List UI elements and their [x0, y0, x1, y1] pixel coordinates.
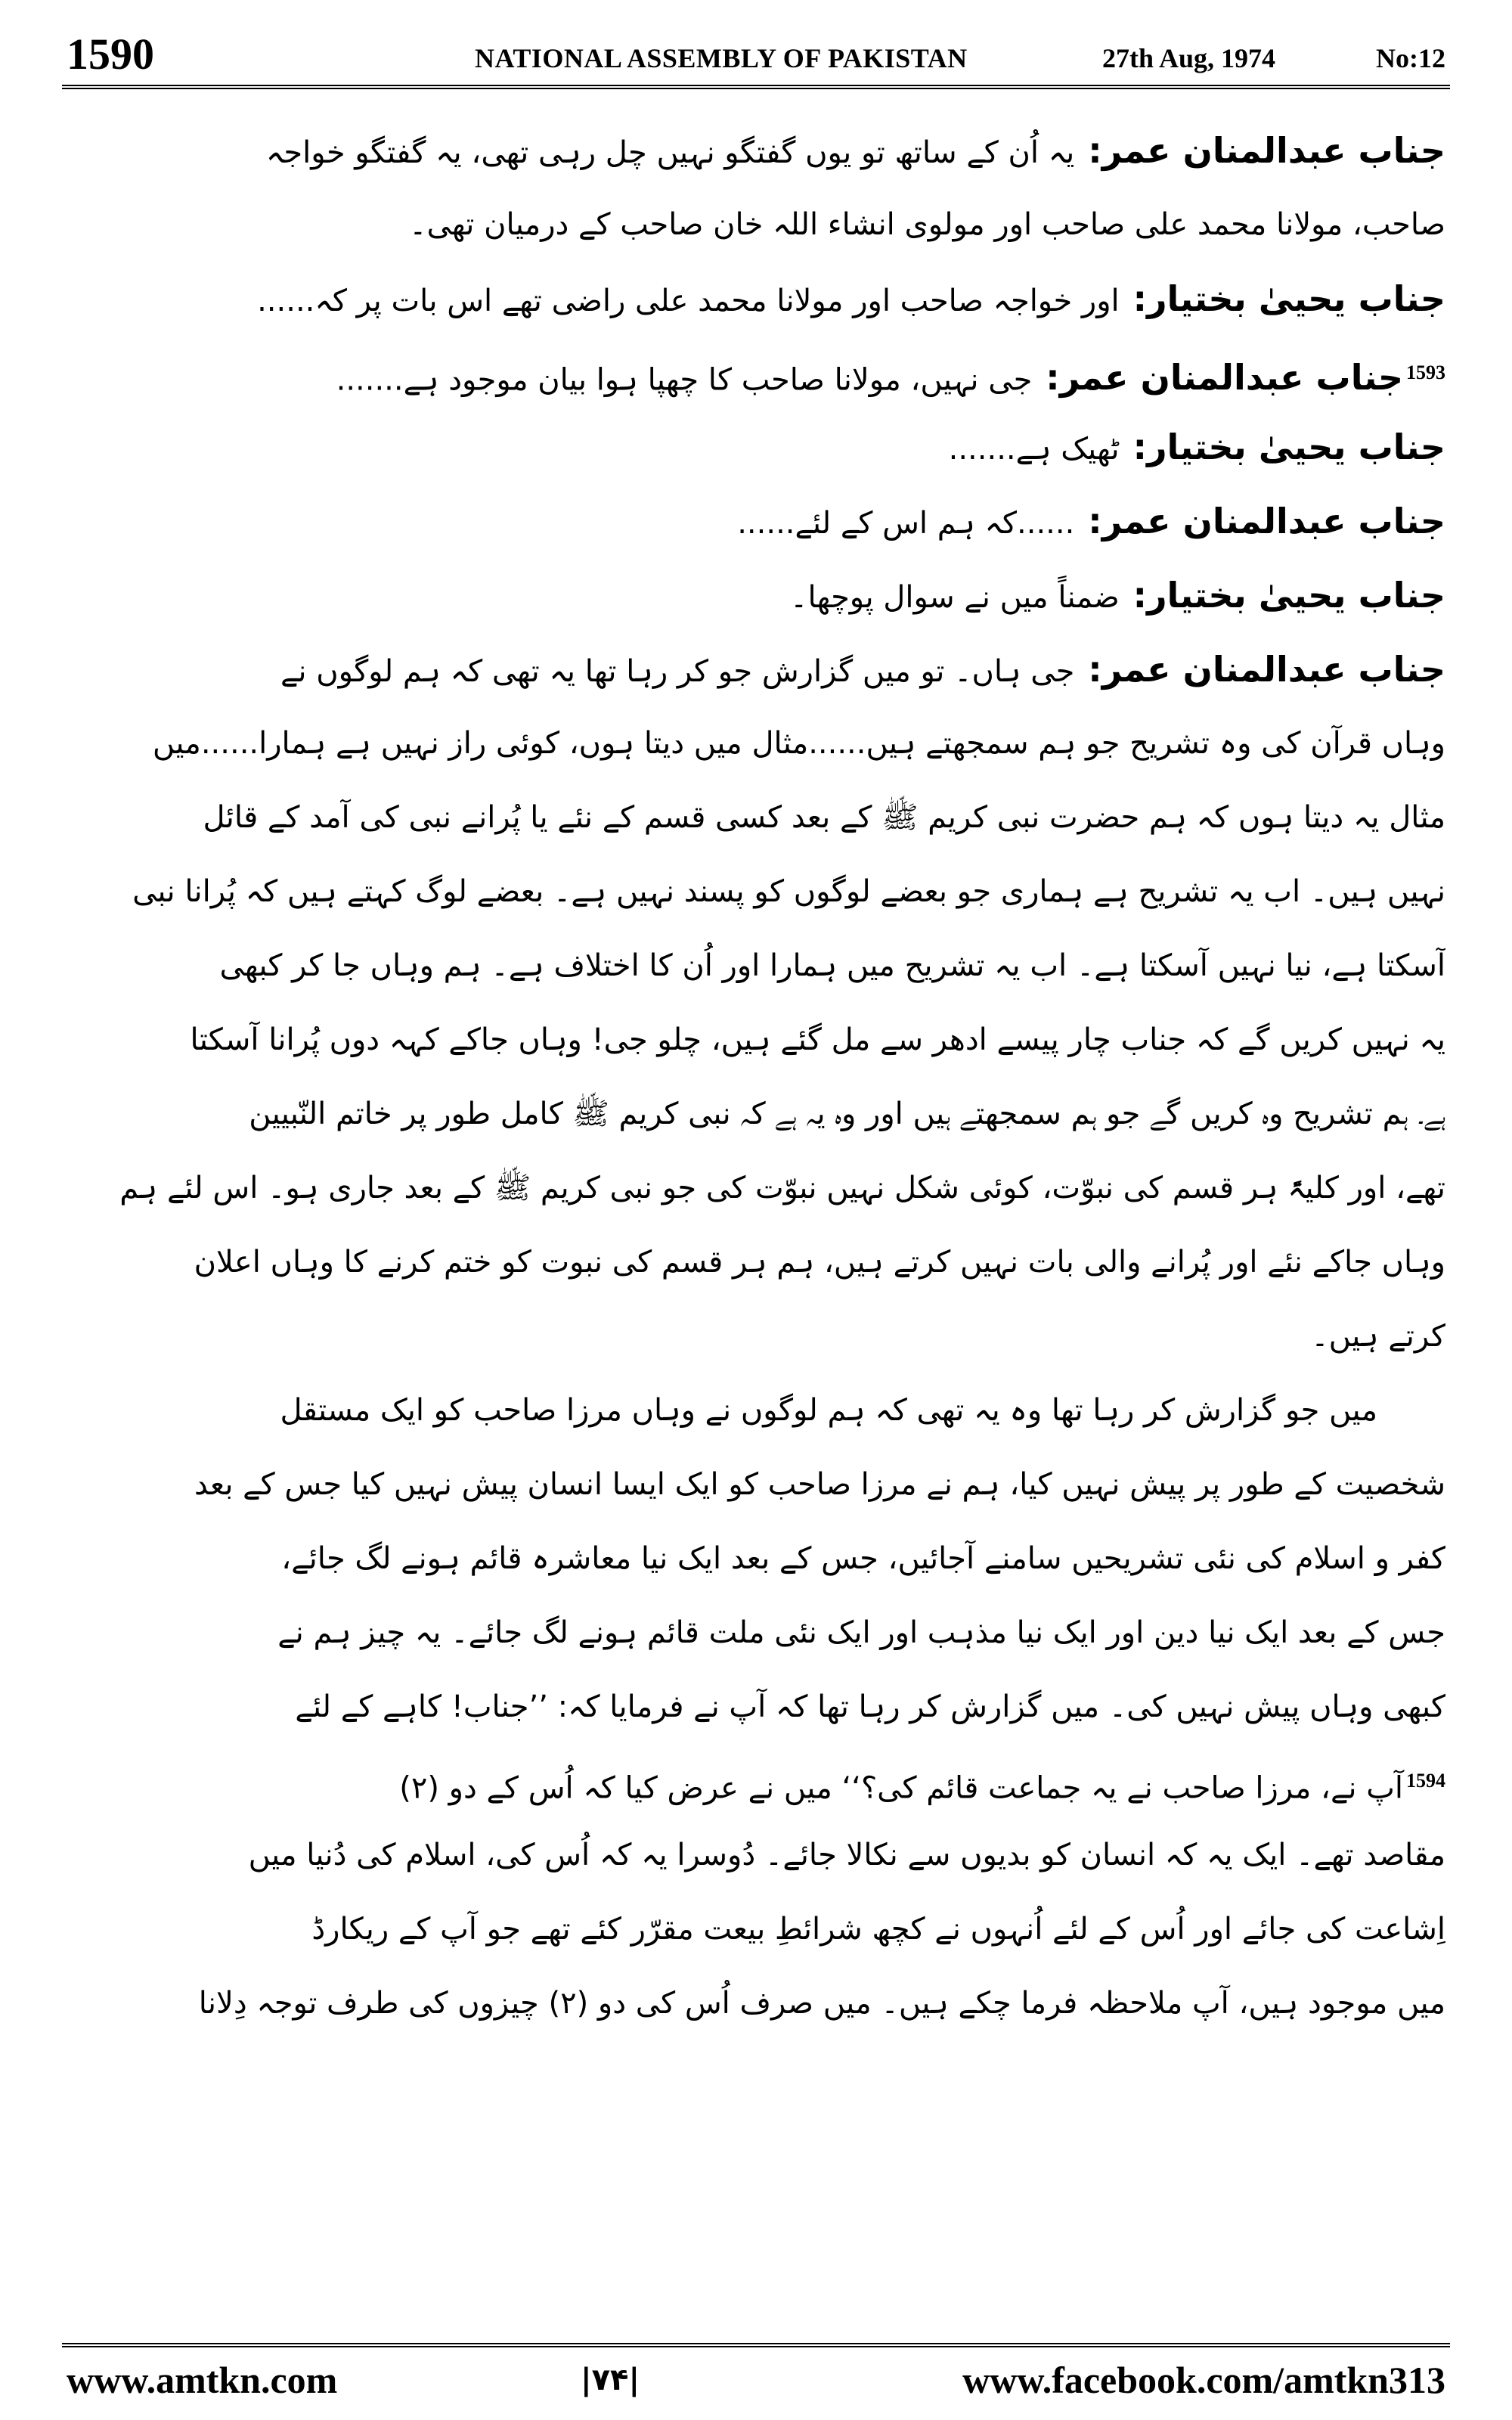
transcript-line [67, 1003, 1445, 1077]
page-number: 1590 [67, 29, 154, 79]
speech-text: آپ نے، مرزا صاحب نے یہ جماعت قائم کی؟‘‘ میں نے عرض کیا کہ اُس کے دو (۲) [399, 1770, 1403, 1806]
transcript-body [67, 113, 1445, 2040]
transcript-line [67, 632, 1445, 706]
speech-text: ضمناً میں نے سوال پوچھا۔ [790, 580, 1120, 615]
page-footer [67, 2353, 1445, 2406]
transcript-line [67, 188, 1445, 262]
speech-text: یہ نہیں کریں گے کہ جناب چار پیسے ادھر سے مل گئے ہیں، چلو جی! وہاں جاکے کہہ دوں پُرانا آسکتا [190, 1022, 1445, 1057]
speech-text: کفر و اسلام کی نئی تشریحیں سامنے آجائیں، جس کے بعد ایک نیا معاشرہ قائم ہونے لگ جائے، [281, 1541, 1445, 1576]
transcript-line [67, 1077, 1445, 1151]
speech-text: وہاں قرآن کی وہ تشریح جو ہم سمجھتے ہیں......مثال میں دیتا ہوں، کوئی راز نہیں ہے ہمارا......میں [152, 726, 1445, 761]
transcript-line [67, 262, 1445, 336]
speech-text: ہے۔ ہم تشریح وہ کریں گے جو ہم سمجھتے ہیں اور وہ یہ ہے کہ نبی کریم ﷺ کامل طور پر خاتم النّبیین [249, 1097, 1445, 1131]
transcript-line [67, 706, 1445, 780]
speech-text: جی نہیں، مولانا صاحب کا چھپا ہوا بیان موجود ہے....... [336, 362, 1033, 398]
transcript-line [67, 1892, 1445, 1966]
speech-text: یہ اُن کے ساتھ تو یوں گفتگو نہیں چل رہی تھی، یہ گفتگو خواجہ [265, 135, 1075, 170]
transcript-line [67, 780, 1445, 855]
transcript-line [67, 855, 1445, 929]
reference-number: 1594 [1406, 1770, 1445, 1792]
transcript-line [67, 484, 1445, 558]
speaker-name: جناب یحییٰ بختیار: [1132, 427, 1445, 467]
header-title: NATIONAL ASSEMBLY OF PAKISTAN [475, 43, 968, 73]
speaker-name: جناب یحییٰ بختیار: [1132, 278, 1445, 319]
transcript-line [67, 1373, 1445, 1447]
transcript-line [67, 1151, 1445, 1225]
page-header [67, 24, 1445, 85]
footer-website-link[interactable]: www.amtkn.com [67, 2359, 338, 2401]
transcript-line [67, 113, 1445, 188]
speaker-name: جناب عبدالمنان عمر: [1088, 130, 1445, 171]
transcript-line [67, 1225, 1445, 1299]
footer-page-marker: |۷۴| [581, 2363, 640, 2397]
speech-text: اِشاعت کی جائے اور اُس کے لئے اُنہوں نے کچھ شرائطِ بیعت مقرّر کئے تھے جو آپ کے ریکارڈ [311, 1912, 1445, 1947]
speech-text: ٹھیک ہے....... [948, 432, 1120, 467]
speaker-name: جناب عبدالمنان عمر: [1088, 649, 1445, 690]
speech-text: جی ہاں۔ تو میں گزارش جو کر رہا تھا یہ تھی کہ ہم لوگوں نے [280, 654, 1075, 689]
reference-number: 1593 [1406, 361, 1445, 383]
transcript-line [67, 410, 1445, 484]
transcript-line [67, 1744, 1445, 1818]
header-date: 27th Aug, 1974 [1102, 43, 1276, 73]
speaker-name: جناب یحییٰ بختیار: [1132, 575, 1445, 616]
transcript-line [67, 1299, 1445, 1373]
speech-text: مثال یہ دیتا ہوں کہ ہم حضرت نبی کریم ﷺ کے بعد کسی قسم کے نئے یا پُرانے نبی کی آمد کے قائل [203, 800, 1445, 835]
speech-text: صاحب، مولانا محمد علی صاحب اور مولوی انشاء اللہ خان صاحب کے درمیان تھی۔ [409, 207, 1445, 242]
speech-text: ......کہ ہم اس کے لئے...... [737, 506, 1075, 541]
speech-text: میں موجود ہیں، آپ ملاحظہ فرما چکے ہیں۔ میں صرف اُس کی دو (۲) چیزوں کی طرف توجہ دِلانا [198, 1986, 1445, 2021]
transcript-line [67, 1596, 1445, 1670]
speech-text: آسکتا ہے، نیا نہیں آسکتا ہے۔ اب یہ تشریح میں ہمارا اور اُن کا اختلاف ہے۔ ہم وہاں جا کر کبھی [219, 948, 1445, 983]
transcript-line [67, 1818, 1445, 1892]
footer-facebook-link[interactable]: www.facebook.com/amtkn313 [962, 2359, 1445, 2401]
speech-text: میں جو گزارش کر رہا تھا وہ یہ تھی کہ ہم لوگوں نے وہاں مرزا صاحب کو ایک مستقل [280, 1393, 1377, 1428]
speech-text: تھے، اور کلیۃً ہر قسم کی نبوّت، کوئی شکل نہیں نبوّت کی جو نبی کریم ﷺ کے بعد جاری ہو۔ اس لئے ہم [119, 1171, 1445, 1205]
speech-text: اور خواجہ صاحب اور مولانا محمد علی راضی تھے اس بات پر کہ...... [257, 284, 1120, 318]
speech-text: مقاصد تھے۔ ایک یہ کہ انسان کو بدیوں سے نکالا جائے۔ دُوسرا یہ کہ اُس کی، اسلام کی دُنیا میں [248, 1838, 1445, 1872]
speech-text: کبھی وہاں پیش نہیں کی۔ میں گزارش کر رہا تھا کہ آپ نے فرمایا کہ: ’’جناب! کاہے کے لئے [295, 1689, 1445, 1724]
transcript-line [67, 336, 1445, 410]
transcript-line [67, 1670, 1445, 1744]
speech-text: شخصیت کے طور پر پیش نہیں کیا، ہم نے مرزا صاحب کو ایک ایسا انسان پیش نہیں کیا جس کے بعد [194, 1467, 1445, 1502]
transcript-line [67, 1966, 1445, 2040]
transcript-line [67, 929, 1445, 1003]
speech-text: کرتے ہیں۔ [1311, 1319, 1445, 1354]
speech-text: جس کے بعد ایک نیا دین اور ایک نیا مذہب اور ایک نئی ملت قائم ہونے لگ جائے۔ یہ چیز ہم نے [277, 1615, 1445, 1650]
transcript-line [67, 1447, 1445, 1522]
speech-text: وہاں جاکے نئے اور پُرانے والی بات نہیں کرتے ہیں، ہم ہر قسم کی نبوت کو ختم کرنے کا وہاں اعلان [194, 1245, 1445, 1280]
speaker-name: جناب عبدالمنان عمر: [1046, 357, 1403, 399]
footer-rule [62, 2343, 1450, 2347]
transcript-line [67, 558, 1445, 632]
speech-text: نہیں ہیں۔ اب یہ تشریح ہے ہماری جو بعضے لوگوں کو پسند نہیں ہے۔ بعضے لوگ کہتے ہیں کہ پُرانا نبی [132, 874, 1445, 909]
header-rule [62, 85, 1450, 89]
transcript-line [67, 1522, 1445, 1596]
header-issue: No:12 [1376, 43, 1445, 73]
speaker-name: جناب عبدالمنان عمر: [1088, 501, 1445, 541]
